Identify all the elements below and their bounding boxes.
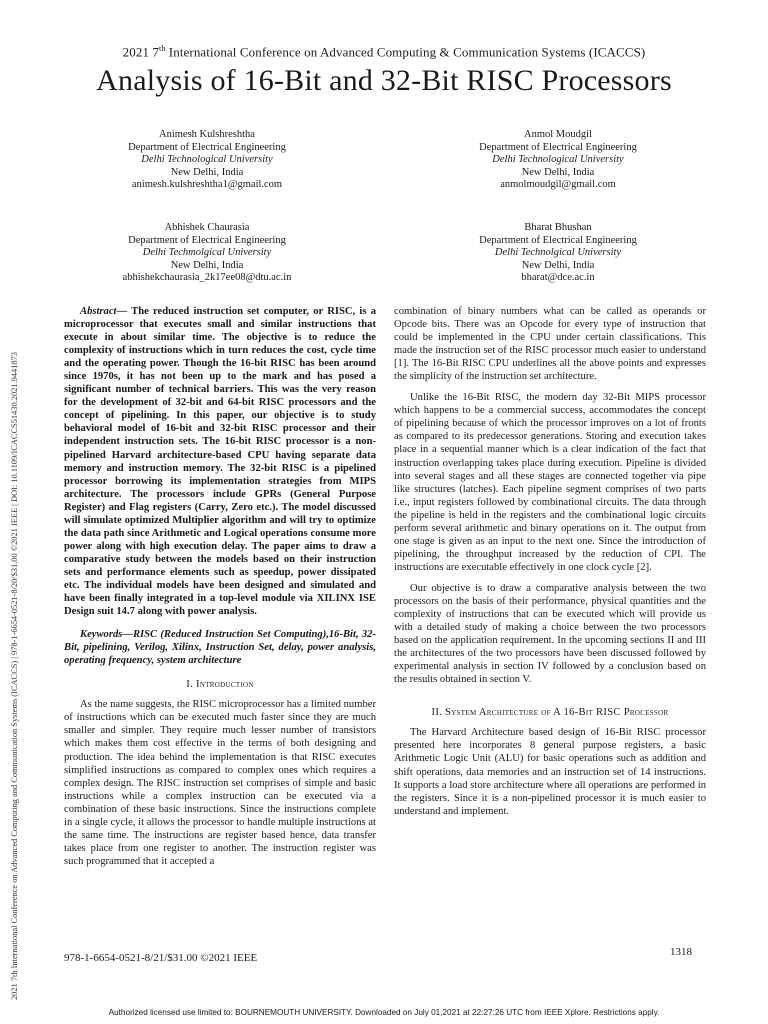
left-column — [64, 305, 376, 868]
author-department: Department of Electrical Engineering — [479, 234, 637, 246]
author-name: Animesh Kulshreshtha — [159, 129, 255, 140]
section-heading-architecture: II. System Architecture of A 16-Bit RISC Processor — [431, 707, 669, 719]
paper-title: Analysis of 16-Bit and 32-Bit RISC Processors — [96, 64, 672, 97]
author-department: Department of Electrical Engineering — [128, 234, 286, 246]
body-paragraph: combination of binary numbers what can be called as operands or Opcode bits. There was an Opcode for every type of instruction that could be implemented in the CPU under certain classifications. This made the instruction set of the RISC processor much easier to understand [1]. The 16-Bit RISC CPU underlines all the above points and expresses the simplicity of the instruction set architecture. — [394, 306, 706, 383]
right-column — [394, 305, 706, 818]
intro-paragraph: As the name suggests, the RISC microprocessor has a limited number of instructions which can be executed much faster since they are much smaller and simpler. They require much lesser number of transistors which makes them cost effective in the terms of both designing and production. The idea behind the implementation is that RISC executes simplified instructions as compared to complex ones which requires a complex design. The RISC instruction set comprises of simple and basic instructions while a complex instruction can be executed via a combination of these basic instructions. Since the instructions complete in a single cycle, it allows the processor to handle multiple instructions at the same time. The instructions are register based hence, data transfer takes place from one register to another. The instruction register was such programmed that it accepted a — [64, 699, 376, 867]
doi-sidebar-text: 2021 7th International Conference on Advanced Computing and Communication Systems (ICACCS) | 978-1-6654-0521-8/20/$31.00 ©2021 IEEE | DOI: 10.1109/ICACCS51430.2021.9441873 — [10, 352, 19, 1000]
author-department: Department of Electrical Engineering — [128, 141, 286, 153]
author-name: Bharat Bhushan — [524, 222, 592, 233]
section-heading-introduction: I. Introduction — [186, 679, 254, 691]
author-email: anmolmoudgil@gmail.com — [500, 179, 616, 190]
doi-sidebar — [4, 130, 26, 1000]
author-affiliation: Delhi Techmolgical University — [142, 247, 272, 258]
abstract-body: — The reduced instruction set computer, or RISC, is a microprocessor that executes small and similar instructions that execute in about similar time. The objective is to reduce the complexity of instructions which in turn reduces the cost, cycle time and the operating power. Though the 16-bit RISC has been around since 1970s, it has not been up to the mark and has posed a significant number of technical barriers. This was the very reason for the development of 32-bit and 64-bit RISC processors and the concept of pipelining. In this paper, our objective is to study behavioral model of 16-bit and 32-bit RISC processor and their independent instruction sets. The 16-bit RISC processor is a non-pipelined Harvard architecture-based CPU having separate data memory and instruction memory. The 32-bit RISC is a pipelined processor borrowing its implementation strategies from MIPS architecture. The processors include GPRs (General Purpose Register) and Flag registers (Carry, Zero etc.). The model discussed will simulate optimized Multiplier algorithm and will try to optimize the data path since Arithmetic and Logical operations consume more power along with high execution delay. The paper aims to draw a comparative study between the models based on their instruction sets and performance elements such as speedup, power dissipated etc. The individual models have been designed and simulated and have been finally integrated in a top-level module via XILINX ISE Design suit 14.7 along with power analysis. — [64, 306, 376, 618]
body-paragraph: Unlike the 16-Bit RISC, the modern day 32-Bit MIPS processor which happens to be a commercial success, accommodates the concept of pipelining because of which the processor improves on a lot of fronts as compared to its predecessor generations. Storing and execution takes place in a sequential manner which is a clear indication of the fact that instruction overlapping takes place during execution. Pipeline is divided into several stages and all these stages are connected together via pipe like structures (latches). Each pipeline segment comprises of two parts i.e., input registers followed by combinational circuits. The data through the pipeline is held in the registers and the combinational logic circuits perform several arithmetic and binary operations on it. The output from one stage is given as an input to the next one. Since the introduction of pipelining, the throughput increased by the reduction of CPI. The instructions are executable effectively in one clock cycle [2]. — [394, 392, 706, 573]
author-name: Anmol Moudgil — [524, 129, 592, 140]
author-email: abhishekchaurasia_2k17ee08@dtu.ac.in — [122, 272, 292, 283]
author-block — [433, 222, 683, 285]
body-paragraph: Our objective is to draw a comparative analysis between the two processors on the basis of their performance, physical quantities and the complexity of instructions that can be executed which will provide us with a detailed study of making a choice between the two processors based on the application requirement. In the upcoming sections II and III the architectures of the two processors have been discussed followed by experimental analysis in section IV followed by a conclusion based on the results obtained in section V. — [394, 582, 706, 686]
author-email: bharat@dce.ac.in — [521, 272, 595, 283]
author-affiliation: Delhi Technolgical University — [494, 247, 622, 258]
author-location: New Delhi, India — [521, 259, 595, 271]
author-email: animesh.kulshreshtha1@gmail.com — [131, 179, 283, 190]
copyright-line: 978-1-6654-0521-8/21/$31.00 ©2021 IEEE — [64, 952, 258, 964]
author-block — [82, 222, 332, 285]
license-notice: Authorized licensed use limited to: BOURNEMOUTH UNIVERSITY. Downloaded on July 01,2021 at 22:27:26 UTC from IEEE Xplore. Restrictions apply. — [108, 1008, 660, 1017]
author-block — [433, 129, 683, 192]
author-name: Abhishek Chaurasia — [164, 222, 250, 233]
abstract — [64, 305, 376, 618]
author-affiliation: Delhi Technological University — [141, 154, 273, 165]
abstract-lead: Abstract — [80, 306, 117, 317]
author-department: Department of Electrical Engineering — [479, 141, 637, 153]
page-number: 1318 — [670, 946, 692, 958]
author-affiliation: Delhi Technological University — [492, 154, 624, 165]
keywords: Keywords—RISC (Reduced Instruction Set Computing),16-Bit, 32-Bit, pipelining, Verilog, Xilinx, Instruction Set, delay, power analysis, operating frequency, system architecture — [64, 629, 376, 667]
conference-header: 2021 7th International Conference on Advanced Computing & Communication Systems (ICACCS) — [122, 44, 646, 60]
author-location: New Delhi, India — [170, 259, 244, 271]
author-location: New Delhi, India — [170, 166, 244, 178]
author-location: New Delhi, India — [521, 166, 595, 178]
author-block — [82, 129, 332, 192]
body-paragraph: The Harvard Architecture based design of 16-Bit RISC processor presented here incorporates 8 general purpose registers, a basic Arithmetic Logic Unit (ALU) for basic operations such as addition and shift operations, data memories and an instruction set of 14 instructions. It supports a load store architecture where all operations are performed in the registers. Since it is a non-pipelined processor it is much easier to understand and implement. — [394, 727, 706, 817]
